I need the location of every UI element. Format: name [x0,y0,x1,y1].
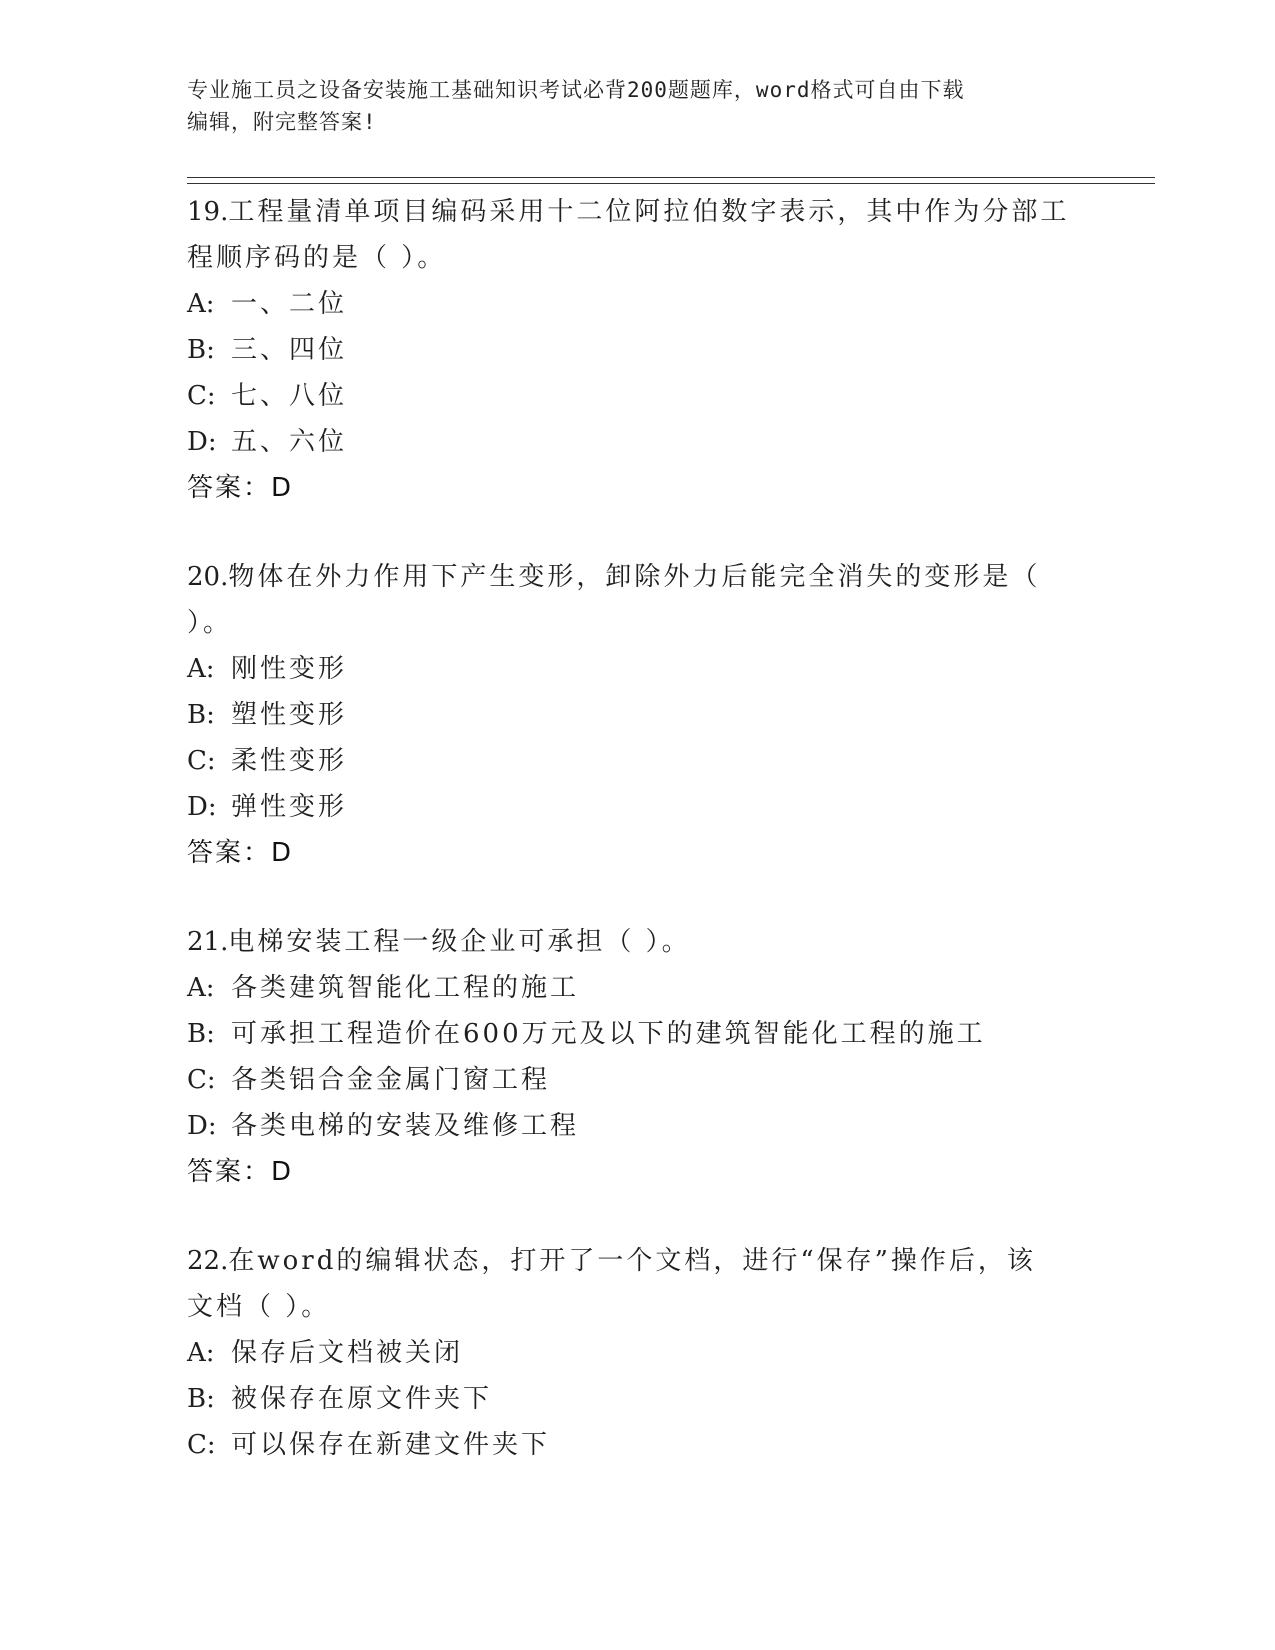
option-a [187,965,1087,1011]
question-stem [187,554,1087,646]
option-text: 保存后文档被关闭 [231,1338,464,1368]
option-c [187,1057,1087,1103]
option-letter: B: [187,1019,215,1049]
header-line-1: 专业施工员之设备安装施工基础知识考试必背200题题库，word格式可自由下载 [187,78,965,102]
option-letter: A: [187,654,215,684]
document-header [187,74,1067,138]
spacer [187,876,1087,919]
option-text: 三、四位 [231,335,348,365]
question-text-line-1: 在word的编辑状态，打开了一个文档，进行“保存”操作后，该 [228,1246,1036,1276]
question-text-line-1: 电梯安装工程一级企业可承担（ ）。 [228,927,691,957]
option-a [187,281,1087,327]
option-letter: A: [187,289,215,319]
option-d [187,419,1087,465]
option-text: 五、六位 [231,427,348,457]
header-rule-bottom [187,183,1155,184]
option-d [187,784,1087,830]
option-c [187,738,1087,784]
option-b [187,327,1087,373]
question-stem [187,1238,1087,1330]
option-text: 各类建筑智能化工程的施工 [231,973,580,1003]
question-text-line-2: 程顺序码的是（ ）。 [187,243,447,273]
option-text: 七、八位 [231,381,348,411]
option-text: 刚性变形 [231,654,348,684]
question-text-line-1: 物体在外力作用下产生变形，卸除外力后能完全消失的变形是（ [228,562,1041,592]
question-number: 19. [187,197,229,227]
answer-line: 答案：D [187,1157,294,1187]
option-text: 柔性变形 [231,746,348,776]
question-20 [187,554,1087,876]
option-letter: D: [187,427,217,457]
option-text: 各类电梯的安装及维修工程 [231,1111,580,1141]
option-letter: B: [187,700,215,730]
option-c [187,1422,1087,1468]
question-number: 21. [187,927,229,957]
option-letter: A: [187,1338,215,1368]
question-stem [187,919,1087,965]
option-letter: D: [187,792,217,822]
question-22 [187,1238,1087,1468]
option-text: 可承担工程造价在600万元及以下的建筑智能化工程的施工 [231,1019,986,1049]
option-letter: C: [187,746,216,776]
question-19 [187,189,1087,511]
question-text-line-1: 工程量清单项目编码采用十二位阿拉伯数字表示，其中作为分部工 [228,197,1070,227]
option-letter: A: [187,973,215,1003]
question-text-line-2: ）。 [187,608,233,638]
option-a [187,646,1087,692]
option-d [187,1103,1087,1149]
spacer [187,511,1087,554]
header-line-2: 编辑，附完整答案! [187,110,377,134]
option-letter: C: [187,1430,216,1460]
answer-line: 答案：D [187,473,294,503]
option-b [187,1376,1087,1422]
question-text-line-2: 文档（ ）。 [187,1292,331,1322]
question-number: 22. [187,1246,229,1276]
option-c [187,373,1087,419]
question-stem [187,189,1087,281]
question-number: 20. [187,562,229,592]
spacer [187,1195,1087,1238]
option-text: 弹性变形 [231,792,348,822]
option-text: 可以保存在新建文件夹下 [231,1430,551,1460]
option-b [187,692,1087,738]
option-letter: C: [187,381,216,411]
header-rule-top [187,177,1155,178]
option-a [187,1330,1087,1376]
option-letter: D: [187,1111,217,1141]
option-letter: B: [187,335,215,365]
option-letter: B: [187,1384,215,1414]
option-b [187,1011,1087,1057]
option-text: 各类铝合金金属门窗工程 [231,1065,551,1095]
question-list [187,189,1087,1468]
option-text: 塑性变形 [231,700,348,730]
answer-line: 答案：D [187,838,294,868]
option-text: 一、二位 [231,289,348,319]
option-text: 被保存在原文件夹下 [231,1384,493,1414]
question-21 [187,919,1087,1195]
option-letter: C: [187,1065,216,1095]
